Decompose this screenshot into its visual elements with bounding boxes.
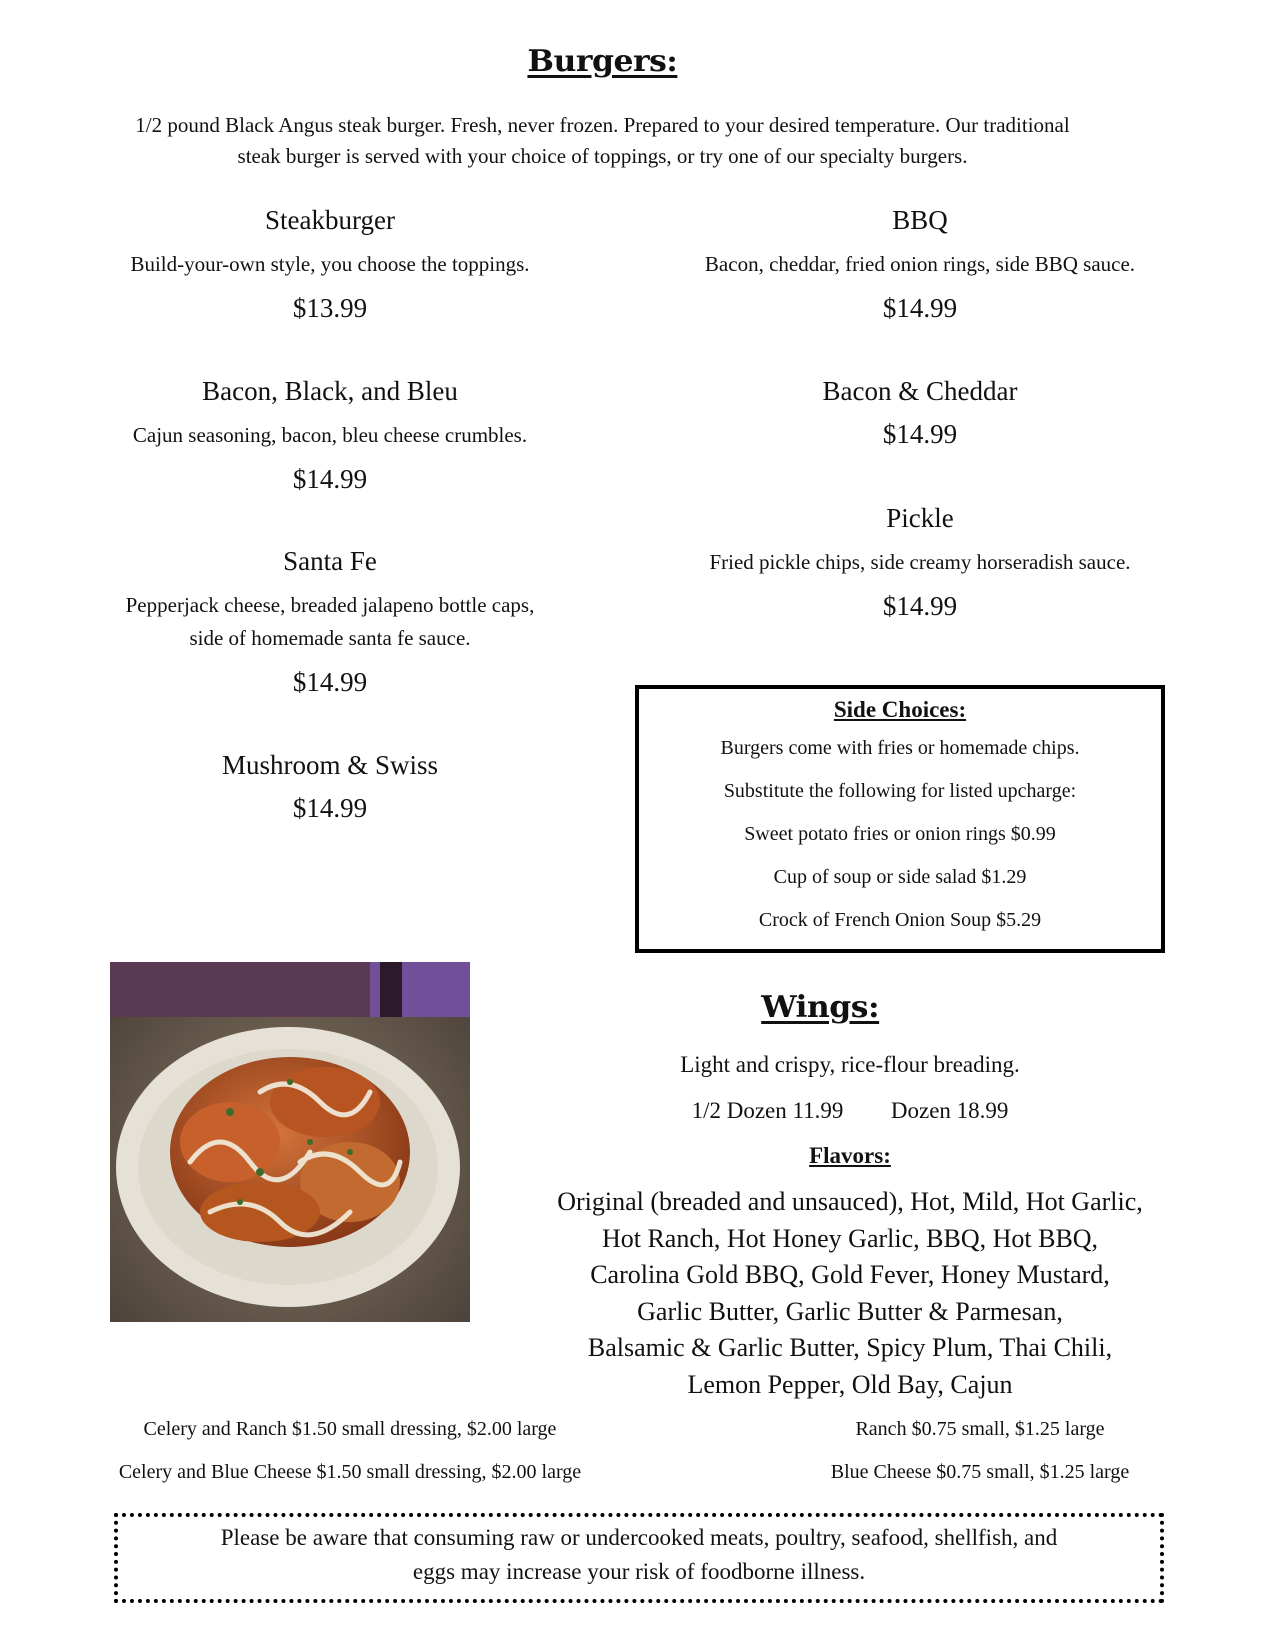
item-name: Santa Fe: [283, 546, 377, 576]
item-name: Pickle: [886, 503, 954, 533]
flavors-title: Flavors:: [809, 1143, 891, 1168]
side-choice-line: Cup of soup or side salad $1.29: [773, 866, 1027, 888]
burger-item-steakburger: [30, 205, 630, 324]
item-description: Fried pickle chips, side creamy horseradish sauce.: [709, 550, 1131, 574]
wings-half-dozen-price: 1/2 Dozen 11.99: [691, 1098, 844, 1123]
flavors-line: Balsamic & Garlic Butter, Spicy Plum, Thai Chili,: [587, 1333, 1113, 1362]
side-choices-box: [635, 685, 1165, 953]
item-name: Bacon & Cheddar: [822, 376, 1018, 406]
wings-title: Wings:: [761, 990, 879, 1025]
item-price: $14.99: [882, 591, 958, 621]
flavors-line: Garlic Butter, Garlic Butter & Parmesan,: [637, 1296, 1063, 1326]
flavors-line: Original (breaded and unsauced), Hot, Mild, Hot Garlic,: [557, 1187, 1143, 1216]
dressing-celery-ranch: Celery and Ranch $1.50 small dressing, $2.00 large: [143, 1418, 557, 1440]
item-price: $14.99: [292, 793, 368, 823]
item-name: Steakburger: [265, 205, 395, 235]
side-choice-line: Sweet potato fries or onion rings $0.99: [744, 823, 1056, 845]
wings-photo: [110, 962, 470, 1322]
wings-section-header: [620, 990, 1020, 1025]
flavors-line: Hot Ranch, Hot Honey Garlic, BBQ, Hot BBQ,: [601, 1223, 1099, 1253]
side-choice-line: Substitute the following for listed upcharge:: [723, 780, 1077, 802]
burgers-intro-line-2: steak burger is served with your choice of toppings, or try one of our specialty burgers.: [237, 144, 968, 168]
wings-prices: [500, 1098, 1200, 1124]
dressing-celery-blue-cheese: Celery and Blue Cheese $1.50 small dressing, $2.00 large: [118, 1461, 582, 1483]
dressing-ranch: Ranch $0.75 small, $1.25 large: [855, 1418, 1105, 1440]
item-price: $14.99: [292, 464, 368, 494]
item-name: Bacon, Black, and Bleu: [202, 376, 458, 406]
flavors-header: [500, 1143, 1200, 1169]
burgers-intro: [0, 110, 1205, 172]
burgers-section-header: [0, 44, 1205, 79]
flavors-line: Lemon Pepper, Old Bay, Cajun: [687, 1369, 1013, 1399]
burgers-title: Burgers:: [527, 44, 678, 79]
wings-dozen-price: Dozen 18.99: [890, 1098, 1009, 1123]
flavors-list: [490, 1184, 1210, 1403]
item-description-line-2: side of homemade santa fe sauce.: [189, 626, 471, 650]
burgers-intro-line-1: 1/2 pound Black Angus steak burger. Fresh, never frozen. Prepared to your desired temperature. Our traditional: [135, 113, 1070, 137]
item-price: $14.99: [882, 419, 958, 449]
item-description: Build-your-own style, you choose the toppings.: [130, 252, 530, 276]
item-price: $14.99: [292, 667, 368, 697]
dressing-blue-cheese: Blue Cheese $0.75 small, $1.25 large: [830, 1461, 1130, 1483]
burger-item-mushroom-swiss: [30, 750, 630, 824]
item-description: Cajun seasoning, bacon, bleu cheese crumbles.: [132, 423, 528, 447]
burger-item-bacon-cheddar: [620, 376, 1220, 450]
side-choice-line: Burgers come with fries or homemade chips.: [720, 737, 1080, 759]
disclaimer-line-1: Please be aware that consuming raw or undercooked meats, poultry, seafood, shellfish, and: [220, 1525, 1058, 1550]
side-choices-title: Side Choices:: [833, 697, 967, 722]
item-price: $13.99: [292, 293, 368, 323]
disclaimer-line-2: eggs may increase your risk of foodborne illness.: [412, 1559, 866, 1584]
burger-item-santa-fe: [30, 546, 630, 698]
item-price: $14.99: [882, 293, 958, 323]
wings-photo-illustration: [110, 962, 470, 1322]
item-name: BBQ: [892, 205, 948, 235]
item-name: Mushroom & Swiss: [221, 750, 439, 780]
food-safety-disclaimer: [114, 1513, 1164, 1603]
item-description: Bacon, cheddar, fried onion rings, side BBQ sauce.: [704, 252, 1136, 276]
item-description-line-1: Pepperjack cheese, breaded jalapeno bottle caps,: [125, 593, 535, 617]
flavors-line: Carolina Gold BBQ, Gold Fever, Honey Mustard,: [590, 1260, 1110, 1289]
burger-item-bacon-black-bleu: [30, 376, 630, 495]
burger-item-pickle: [620, 503, 1220, 622]
side-choice-line: Crock of French Onion Soup $5.29: [758, 909, 1042, 931]
wings-description: Light and crispy, rice-flour breading.: [680, 1052, 1020, 1077]
burger-item-bbq: [620, 205, 1220, 324]
